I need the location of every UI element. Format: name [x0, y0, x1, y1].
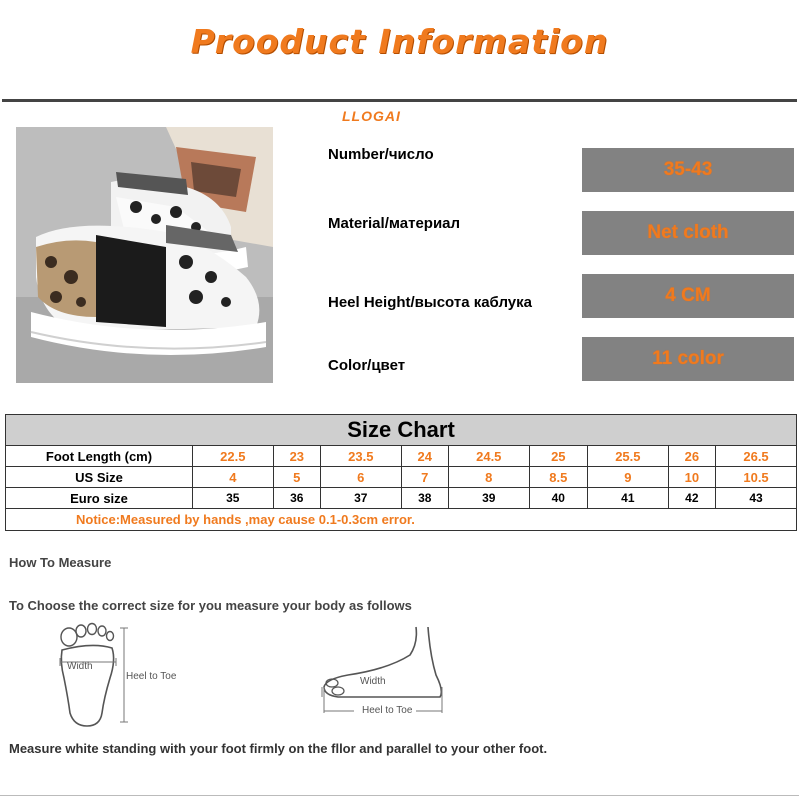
spec-label-heel-height: Heel Height/высота каблука — [328, 294, 532, 311]
euro-size-cell: 42 — [668, 488, 715, 509]
us-size-cell: 8.5 — [529, 467, 587, 488]
table-row — [6, 446, 797, 467]
bottom-divider — [0, 795, 799, 796]
page-title: Prooduct Information — [190, 22, 609, 61]
diagram2-width-label: Width — [360, 676, 386, 687]
foot-length-cell: 24 — [401, 446, 448, 467]
spec-label-material: Material/материал — [328, 215, 461, 232]
row-label-us-size: US Size — [6, 467, 193, 488]
measure-footer-note: Measure white standing with your foot firmly on the fllor and parallel to your other foot. — [9, 741, 548, 756]
spec-label-number: Number/число — [328, 146, 434, 163]
table-row — [6, 488, 797, 509]
euro-size-cell: 39 — [448, 488, 529, 509]
brand-name: LLOGAI — [342, 108, 401, 124]
us-size-cell: 10 — [668, 467, 715, 488]
foot-length-cell: 24.5 — [448, 446, 529, 467]
product-photo — [16, 127, 273, 383]
spec-value-heel-height: 4 CM — [582, 274, 794, 318]
row-label-foot-length: Foot Length (cm) — [6, 446, 193, 467]
spec-value-material: Net cloth — [582, 211, 794, 255]
diagram1-width-label: Width — [67, 661, 93, 672]
row-label-euro-size: Euro size — [6, 488, 193, 509]
measure-instruction: To Choose the correct size for you measure your body as follows — [9, 598, 412, 613]
spec-label-color: Color/цвет — [328, 357, 406, 374]
euro-size-cell: 43 — [716, 488, 797, 509]
euro-size-cell: 36 — [273, 488, 320, 509]
spec-value-number: 35-43 — [582, 148, 794, 192]
us-size-cell: 10.5 — [716, 467, 797, 488]
euro-size-cell: 41 — [588, 488, 669, 509]
foot-length-cell: 26.5 — [716, 446, 797, 467]
diagram2-length-label: Heel to Toe — [362, 705, 413, 716]
spec-value-color: 11 color — [582, 337, 794, 381]
foot-side-diagram — [318, 625, 458, 730]
euro-size-cell: 40 — [529, 488, 587, 509]
size-chart-title: Size Chart — [6, 415, 797, 446]
us-size-cell: 9 — [588, 467, 669, 488]
foot-length-cell: 26 — [668, 446, 715, 467]
foot-length-cell: 23.5 — [320, 446, 401, 467]
us-size-cell: 8 — [448, 467, 529, 488]
us-size-cell: 4 — [193, 467, 274, 488]
euro-size-cell: 35 — [193, 488, 274, 509]
us-size-cell: 7 — [401, 467, 448, 488]
us-size-cell: 5 — [273, 467, 320, 488]
diagram1-length-label: Heel to Toe — [126, 671, 177, 682]
foot-length-cell: 25.5 — [588, 446, 669, 467]
foot-sole-diagram — [52, 618, 202, 735]
euro-size-cell: 38 — [401, 488, 448, 509]
size-chart-table — [5, 414, 797, 531]
header-divider — [2, 99, 797, 102]
us-size-cell: 6 — [320, 467, 401, 488]
foot-length-cell: 25 — [529, 446, 587, 467]
foot-length-cell: 22.5 — [193, 446, 274, 467]
how-to-measure-title: How To Measure — [9, 555, 112, 570]
table-row — [6, 467, 797, 488]
foot-length-cell: 23 — [273, 446, 320, 467]
euro-size-cell: 37 — [320, 488, 401, 509]
size-chart-notice: Notice:Measured by hands ,may cause 0.1-0.3cm error. — [6, 509, 797, 531]
